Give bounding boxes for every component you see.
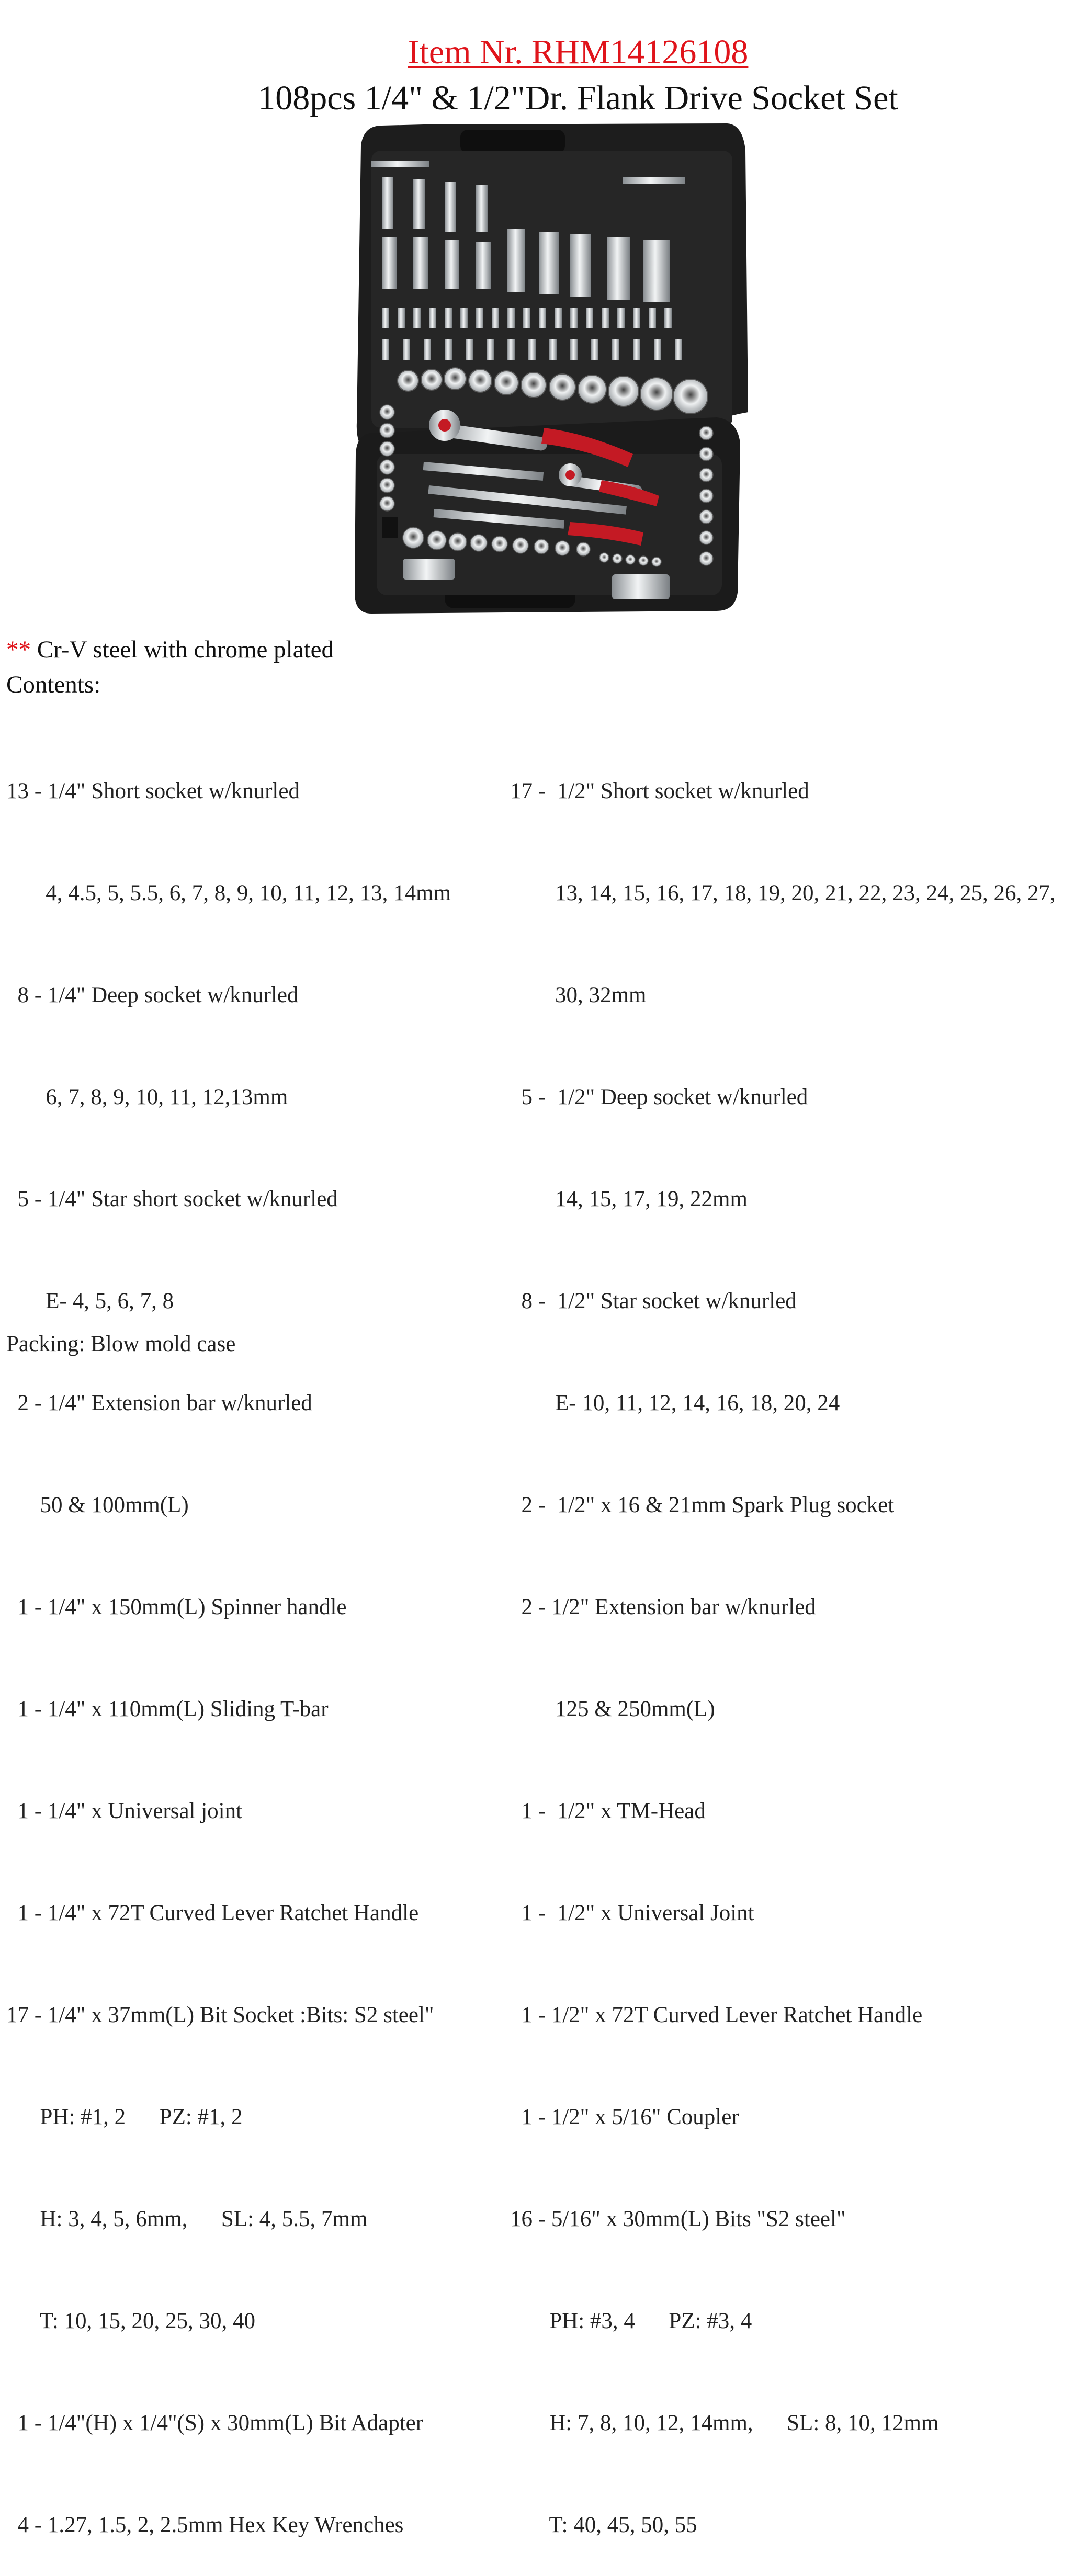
feature-text: Cr-V steel with chrome plated (31, 636, 334, 663)
list-item: 50 & 100mm(L) (6, 1493, 189, 1517)
list-item: E- 10, 11, 12, 14, 16, 18, 20, 24 (510, 1391, 840, 1415)
feature-line (6, 636, 334, 664)
list-item: 1 - 1/2" x Universal Joint (510, 1901, 754, 1925)
list-item: E- 4, 5, 6, 7, 8 (6, 1289, 174, 1313)
list-item: 6, 7, 8, 9, 10, 11, 12,13mm (6, 1085, 288, 1109)
list-item: T: 40, 45, 50, 55 (510, 2513, 697, 2537)
list-item: H: 3, 4, 5, 6mm, SL: 4, 5.5, 7mm (6, 2207, 368, 2231)
list-item: 17 - 1/4" x 37mm(L) Bit Socket :Bits: S2 steel" (6, 2003, 434, 2027)
list-item: 8 - 1/4" Deep socket w/knurled (6, 983, 299, 1007)
left-contents-column (6, 706, 451, 2576)
list-item: 30, 32mm (510, 983, 647, 1007)
list-item: 8 - 1/2" Star socket w/knurled (510, 1289, 797, 1313)
contents-label: Contents: (6, 671, 101, 698)
list-item: 1 - 1/2" x 5/16" Coupler (510, 2105, 739, 2129)
list-item: 14, 15, 17, 19, 22mm (510, 1187, 748, 1211)
list-item: 16 - 5/16" x 30mm(L) Bits "S2 steel" (510, 2207, 846, 2231)
list-item: 1 - 1/4"(H) x 1/4"(S) x 30mm(L) Bit Adapter (6, 2411, 424, 2435)
list-item: PH: #1, 2 PZ: #1, 2 (6, 2105, 243, 2129)
list-item: 4, 4.5, 5, 5.5, 6, 7, 8, 9, 10, 11, 12, 13, 14mm (6, 881, 451, 905)
list-item: 125 & 250mm(L) (510, 1697, 715, 1721)
list-item: T: 10, 15, 20, 25, 30, 40 (6, 2309, 256, 2333)
list-item: PH: #3, 4 PZ: #3, 4 (510, 2309, 752, 2333)
list-item: 1 - 1/4" x Universal joint (6, 1799, 243, 1823)
product-title: 108pcs 1/4" & 1/2"Dr. Flank Drive Socket Set (258, 79, 898, 117)
packing-note: Packing: Blow mold case (6, 1332, 236, 1356)
list-item: 2 - 1/2" x 16 & 21mm Spark Plug socket (510, 1493, 895, 1517)
list-item: 1 - 1/2" x 72T Curved Lever Ratchet Handle (510, 2003, 923, 2027)
list-item: 1 - 1/2" x TM-Head (510, 1799, 706, 1823)
list-item: 1 - 1/4" x 72T Curved Lever Ratchet Handle (6, 1901, 419, 1925)
list-item: H: 7, 8, 10, 12, 14mm, SL: 8, 10, 12mm (510, 2411, 939, 2435)
list-item: 5 - 1/2" Deep socket w/knurled (510, 1085, 808, 1109)
list-item: 5 - 1/4" Star short socket w/knurled (6, 1187, 338, 1211)
list-item: 2 - 1/2" Extension bar w/knurled (510, 1595, 816, 1619)
list-item: 1 - 1/4" x 110mm(L) Sliding T-bar (6, 1697, 329, 1721)
list-item: 13 - 1/4" Short socket w/knurled (6, 779, 300, 803)
list-item: 4 - 1.27, 1.5, 2, 2.5mm Hex Key Wrenches (6, 2513, 404, 2537)
list-item: 2 - 1/4" Extension bar w/knurled (6, 1391, 312, 1415)
item-number: Item Nr. RHM14126108 (408, 33, 749, 71)
right-contents-column (510, 706, 1056, 2576)
tool-case-photo (350, 119, 748, 616)
list-item: 13, 14, 15, 16, 17, 18, 19, 20, 21, 22, 23, 24, 25, 26, 27, (510, 881, 1056, 905)
list-item: 17 - 1/2" Short socket w/knurled (510, 779, 809, 803)
feature-stars: ** (6, 636, 31, 663)
list-item: 1 - 1/4" x 150mm(L) Spinner handle (6, 1595, 347, 1619)
